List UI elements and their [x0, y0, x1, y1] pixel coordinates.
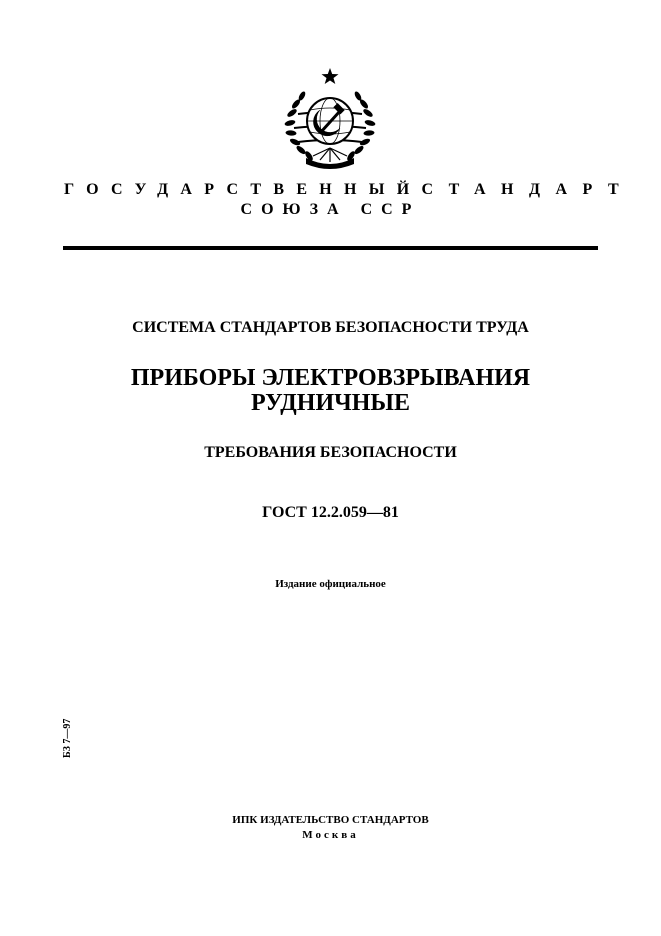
header-word-state: ГОСУДАРСТВЕННЫЙ — [64, 181, 422, 198]
header-word-standard: СТАНДАРТ — [421, 181, 635, 198]
header-state-standard — [64, 180, 635, 200]
document-subtitle: ТРЕБОВАНИЯ БЕЗОПАСНОСТИ — [204, 444, 457, 461]
header-divider — [63, 246, 598, 250]
header-ussr: СОЮЗА ССР — [240, 201, 421, 218]
coat-of-arms-icon — [280, 66, 380, 172]
edition-note: Издание официальное — [275, 578, 386, 590]
side-code: БЗ 7—97 — [62, 718, 73, 758]
publisher: ИПК ИЗДАТЕЛЬСТВО СТАНДАРТОВ — [232, 814, 429, 826]
gost-number: ГОСТ 12.2.059—81 — [262, 504, 399, 521]
document-title — [0, 366, 661, 416]
document-title-line2: РУДНИЧНЫЕ — [251, 390, 410, 416]
publisher-city: Москва — [302, 829, 359, 841]
document-title-line1: ПРИБОРЫ ЭЛЕКТРОВЗРЫВАНИЯ — [130, 365, 531, 391]
series-title: СИСТЕМА СТАНДАРТОВ БЕЗОПАСНОСТИ ТРУДА — [132, 319, 529, 336]
